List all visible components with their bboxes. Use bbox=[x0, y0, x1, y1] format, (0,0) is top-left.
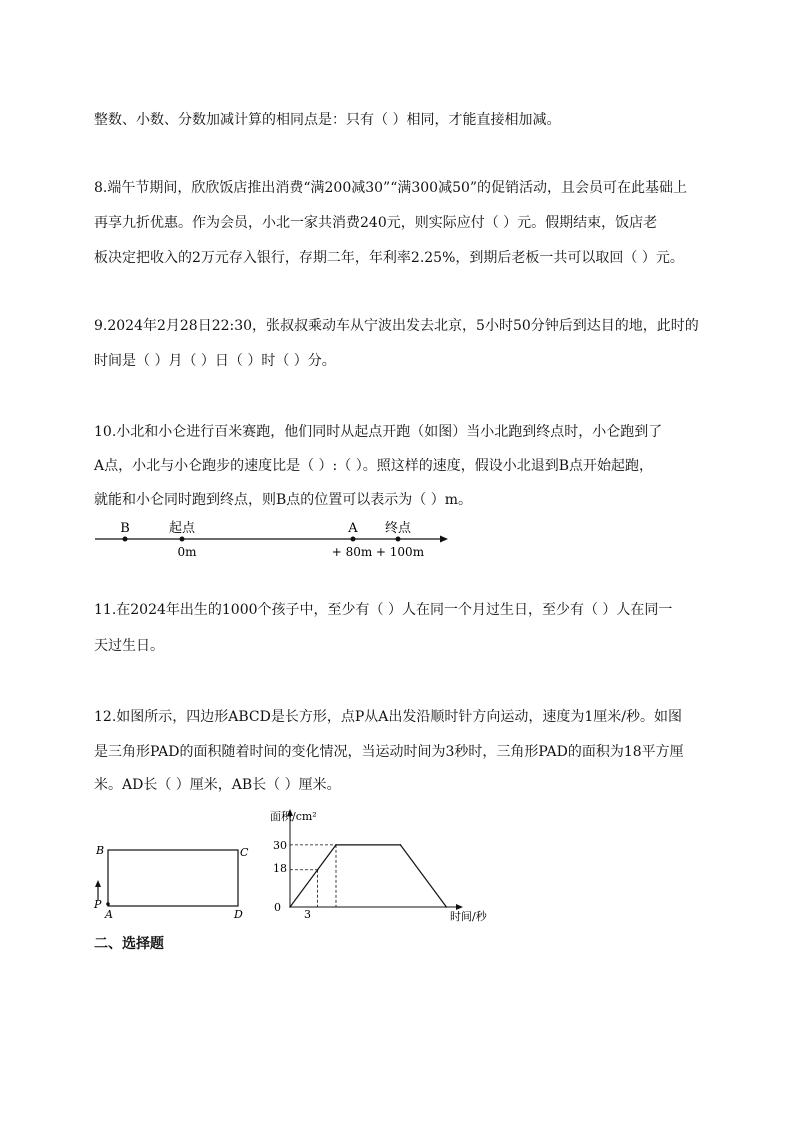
point-start bbox=[180, 537, 185, 542]
label-a: A bbox=[348, 521, 358, 536]
origin-label: 0 bbox=[274, 901, 281, 914]
q11-line2: 天过生日。 bbox=[94, 638, 164, 654]
rectangle-abcd bbox=[108, 850, 238, 906]
y-axis-label: 面积/cm² bbox=[270, 810, 317, 823]
label-d: D bbox=[234, 908, 243, 921]
data-point bbox=[335, 844, 337, 846]
data-point bbox=[446, 906, 448, 908]
label-b: B bbox=[120, 521, 130, 536]
q8-line1: 8.端午节期间，欣欣饭店推出消费“满200减30”“满300减50”的促销活动，且会员可在此基础上 bbox=[94, 180, 688, 196]
data-point bbox=[400, 844, 402, 846]
rectangle-abcd-figure bbox=[88, 838, 258, 922]
area-curve bbox=[290, 845, 446, 907]
q10-line3: 就能和小仑同时跑到终点，则B点的位置可以表示为（ ）m。 bbox=[94, 492, 473, 508]
point-a bbox=[351, 537, 356, 542]
section-title-choice: 二、选择题 bbox=[94, 936, 164, 952]
label-c: C bbox=[240, 846, 249, 859]
y-tick-18: 18 bbox=[273, 862, 287, 875]
x-tick-3: 3 bbox=[304, 908, 311, 921]
tick-a: + 80m bbox=[331, 545, 373, 559]
arrow-icon bbox=[440, 536, 448, 543]
point-p bbox=[106, 902, 110, 906]
label-p: P bbox=[94, 898, 102, 911]
y-tick-30: 30 bbox=[273, 839, 287, 852]
area-time-chart bbox=[270, 804, 515, 926]
q7-text: 整数、小数、分数加减计算的相同点是：只有（ ）相同，才能直接相加减。 bbox=[94, 112, 561, 128]
up-arrow-icon bbox=[95, 880, 101, 887]
label-start: 起点 bbox=[168, 521, 196, 536]
data-point bbox=[317, 869, 319, 871]
tick-start: 0m bbox=[177, 545, 197, 559]
point-b bbox=[123, 537, 128, 542]
point-end bbox=[396, 537, 401, 542]
label-b: B bbox=[96, 844, 105, 857]
q9-line1: 9.2024年2月28日22:30，张叔叔乘动车从宁波出发去北京，5小时50分钟后到达目的地，此时的 bbox=[94, 318, 699, 334]
q10-line2: A点，小北与小仑跑步的速度比是（ ）:（ ）。照这样的速度，假设小北退到B点开始起跑， bbox=[94, 458, 654, 474]
q9-line2: 时间是（ ）月（ ）日（ ）时（ ）分。 bbox=[94, 353, 336, 369]
q12-line3: 米。AD长（ ）厘米，AB长（ ）厘米。 bbox=[94, 777, 341, 793]
q12-line1: 12.如图所示，四边形ABCD是长方形，点P从A出发沿顺时针方向运动，速度为1厘米/秒。如图 bbox=[94, 709, 683, 725]
race-number-line bbox=[90, 516, 460, 562]
tick-end: + 100m bbox=[375, 545, 425, 559]
data-point bbox=[289, 906, 291, 908]
q8-line3: 板决定把收入的2万元存入银行，存期二年，年利率2.25%，到期后老板一共可以取回（ ）元。 bbox=[94, 250, 684, 266]
q11-line1: 11.在2024年出生的1000个孩子中，至少有（ ）人在同一个月过生日，至少有（ ）人在同一 bbox=[94, 602, 673, 618]
q10-line1: 10.小北和小仑进行百米赛跑，他们同时从起点开跑（如图）当小北跑到终点时，小仑跑到了 bbox=[94, 424, 663, 440]
q12-line2: 是三角形PAD的面积随着时间的变化情况，当运动时间为3秒时，三角形PAD的面积为18平方厘 bbox=[94, 744, 684, 760]
x-axis-label: 时间/秒 bbox=[450, 910, 487, 923]
label-end: 终点 bbox=[384, 521, 412, 536]
q8-line2: 再享九折优惠。作为会员，小北一家共消费240元，则实际应付（ ）元。假期结束，饭店老 bbox=[94, 215, 658, 231]
label-a: A bbox=[105, 908, 113, 921]
